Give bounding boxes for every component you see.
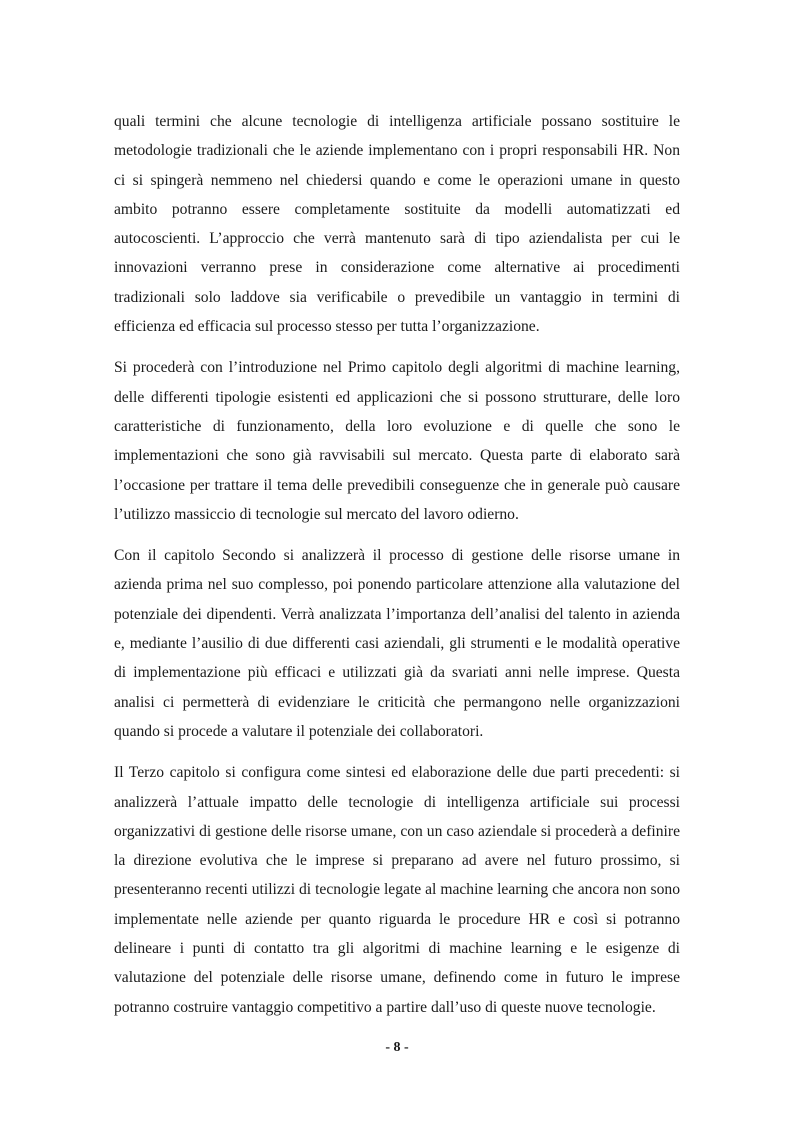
body-text <box>114 107 680 1034</box>
paragraph-4: Il Terzo capitolo si configura come sintesi ed elaborazione delle due parti precedenti: si analizzerà l’attuale impatto delle tecnologie di intelligenza artificiale sui processi organizzativi di gestione delle risorse umane, con un caso aziendale si procederà a definire la direzione evolutiva che le imprese si preparano ad avere nel futuro prossimo, si presenteranno recenti utilizzi di tecnologie legate al machine learning che ancora non sono implementate nelle aziende per quanto riguarda le procedure HR e così si potranno delineare i punti di contatto tra gli algoritmi di machine learning e le esigenze di valutazione del potenziale delle risorse umane, definendo come in futuro le imprese potranno costruire vantaggio competitivo a partire dall’uso di queste nuove tecnologie. <box>114 764 680 1016</box>
paragraph-1: quali termini che alcune tecnologie di intelligenza artificiale possano sostituire le metodologie tradizionali che le aziende implementano con i propri responsabili HR. Non ci si spingerà nemmeno nel chiedersi quando e come le operazioni umane in questo ambito potranno essere completamente sostituite da modelli automatizzati ed autocoscienti. L’approccio che verrà mantenuto sarà di tipo aziendalista per cui le innovazioni verranno prese in considerazione come alternative ai procedimenti tradizionali solo laddove sia verificabile o prevedibile un vantaggio in termini di efficienza ed efficacia sul processo stesso per tutta l’organizzazione. <box>114 113 680 336</box>
paragraph-2: Si procederà con l’introduzione nel Primo capitolo degli algoritmi di machine learning, delle differenti tipologie esistenti ed applicazioni che si possono strutturare, delle loro caratteristiche di funzionamento, della loro evoluzione e di quelle che sono le implementazioni che sono già ravvisabili sul mercato. Questa parte di elaborato sarà l’occasione per trattare il tema delle prevedibili conseguenze che in generale può causare l’utilizzo massiccio di tecnologie sul mercato del lavoro odierno. <box>114 359 680 523</box>
page-number: - 8 - <box>385 1040 409 1055</box>
paragraph-3: Con il capitolo Secondo si analizzerà il processo di gestione delle risorse umane in azienda prima nel suo complesso, poi ponendo particolare attenzione alla valutazione del potenziale dei dipendenti. Verrà analizzata l’importanza dell’analisi del talento in azienda e, mediante l’ausilio di due differenti casi aziendali, gli strumenti e le modalità operative di implementazione più efficaci e utilizzati già da svariati anni nelle imprese. Questa analisi ci permetterà di evidenziare le criticità che permangono nelle organizzazioni quando si procede a valutare il potenziale dei collaboratori. <box>114 547 680 740</box>
